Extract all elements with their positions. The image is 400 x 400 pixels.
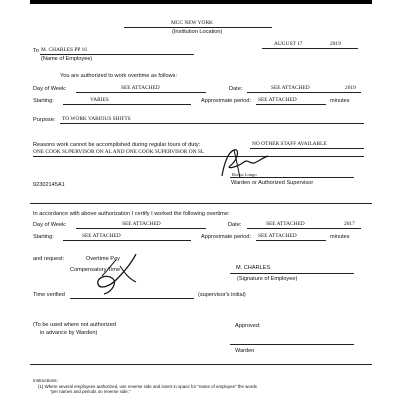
auth-day-line [76, 92, 206, 93]
cert-day-label: Day of Week: [33, 222, 67, 228]
cert-date-value: SEE ATTACHED [266, 221, 305, 227]
header-date-line [262, 48, 358, 49]
employee-name-line [40, 54, 194, 55]
supervisor-line [230, 177, 354, 178]
cert-period-value: SEE ATTACHED [258, 233, 297, 239]
auth-date-value: SEE ATTACHED [271, 85, 310, 91]
overtime-pay-option: Overtime Pay [86, 256, 120, 262]
employee-signature-caption: (Signature of Employee) [237, 276, 298, 282]
authorization-intro: You are authorized to work overtime as follows: [60, 73, 178, 79]
institution-name: MCC NEW YORK [171, 20, 213, 26]
reasons-value-1: NO OTHER STAFF AVAILABLE [252, 141, 327, 147]
auth-date-label: Date: [229, 86, 243, 92]
approved-label: Approved: [235, 323, 261, 329]
time-verified-line [70, 298, 194, 299]
auth-period-value: SEE ATTACHED [258, 97, 297, 103]
reasons-value-2: ONE COOK SUPERVISOR ON AL AND ONE COOK SUPERVISOR ON SL [33, 149, 205, 155]
auth-period-label: Approximate period: [201, 98, 252, 104]
cert-period-label: Approximate period: [201, 234, 252, 240]
header-date: AUGUST 17 [274, 41, 303, 47]
institution-line [124, 27, 272, 28]
cert-starting-label: Starting: [33, 234, 54, 240]
auth-period-unit: minutes [330, 98, 350, 104]
employee-signature-icon [90, 252, 150, 298]
reasons-line-2 [33, 156, 364, 157]
footer-divider [30, 364, 372, 365]
cert-day-line [76, 228, 206, 229]
header-year: 2019 [330, 41, 341, 47]
cert-period-unit: minutes [330, 234, 350, 240]
auth-period-line [256, 104, 326, 105]
time-verified-label: Time verified [33, 292, 65, 298]
auth-starting-value: VARIES [90, 97, 109, 103]
reasons-label: Reasons work cannot be accomplished during regular tours of duty: [33, 142, 201, 148]
employee-name: M. CHARLES PP 16 [41, 47, 87, 53]
cert-date-label: Date: [228, 222, 242, 228]
supervisor-caption: Warden or Authorized Supervisor [231, 180, 314, 186]
certification-intro: In accordance with above authorization I certify I worked the following overtime: [33, 211, 230, 217]
section-divider [30, 203, 372, 204]
cert-date-line [247, 228, 361, 229]
supervisor-printed-name: Rocus Longo [232, 172, 257, 177]
auth-date-line [247, 92, 361, 93]
cert-starting-value: SEE ATTACHED [82, 233, 121, 239]
employee-signature-name: M. CHARLES [236, 265, 271, 271]
cert-day-value: SEE ATTACHED [122, 221, 161, 227]
comp-time-option: Compensatory Time [70, 267, 121, 273]
warden-signature-line [230, 344, 354, 345]
warden-label: Warden [235, 348, 255, 354]
top-black-bar [30, 0, 372, 4]
purpose-label: Purpose: [33, 117, 56, 123]
instructions-line-1: (1) Where several employees authorized, use reverse side and insert in space for "name of employee" the words [38, 384, 257, 389]
auth-starting-line [63, 104, 191, 105]
cert-starting-line [63, 240, 191, 241]
employee-signature-line [230, 273, 354, 274]
request-label: and request: [33, 256, 65, 262]
auth-day-label: Day of Week: [33, 86, 67, 92]
auth-date-year: 2019 [345, 85, 356, 91]
purpose-value: TO WORK VARIOUS SHIFTS [62, 116, 131, 122]
reference-number: 92302145A1 [33, 182, 65, 188]
to-label: To [33, 48, 39, 54]
cert-period-line [256, 240, 326, 241]
purpose-line [60, 123, 364, 124]
warden-note-1: (To be used where not authorized [33, 322, 117, 328]
employee-caption: (Name of Employee) [41, 56, 93, 62]
auth-day-value: SEE ATTACHED [121, 85, 160, 91]
instructions-title: Instructions: [33, 378, 58, 383]
instructions-line-2: "per names and periods on reverse side." [50, 389, 131, 394]
institution-caption: (Institution Location) [172, 29, 223, 35]
auth-starting-label: Starting: [33, 98, 54, 104]
supervisor-initial-label: (supervisor's initial) [198, 292, 246, 298]
cert-date-year: 2017 [344, 221, 355, 227]
warden-note-2: in advance by Warden) [40, 330, 98, 336]
